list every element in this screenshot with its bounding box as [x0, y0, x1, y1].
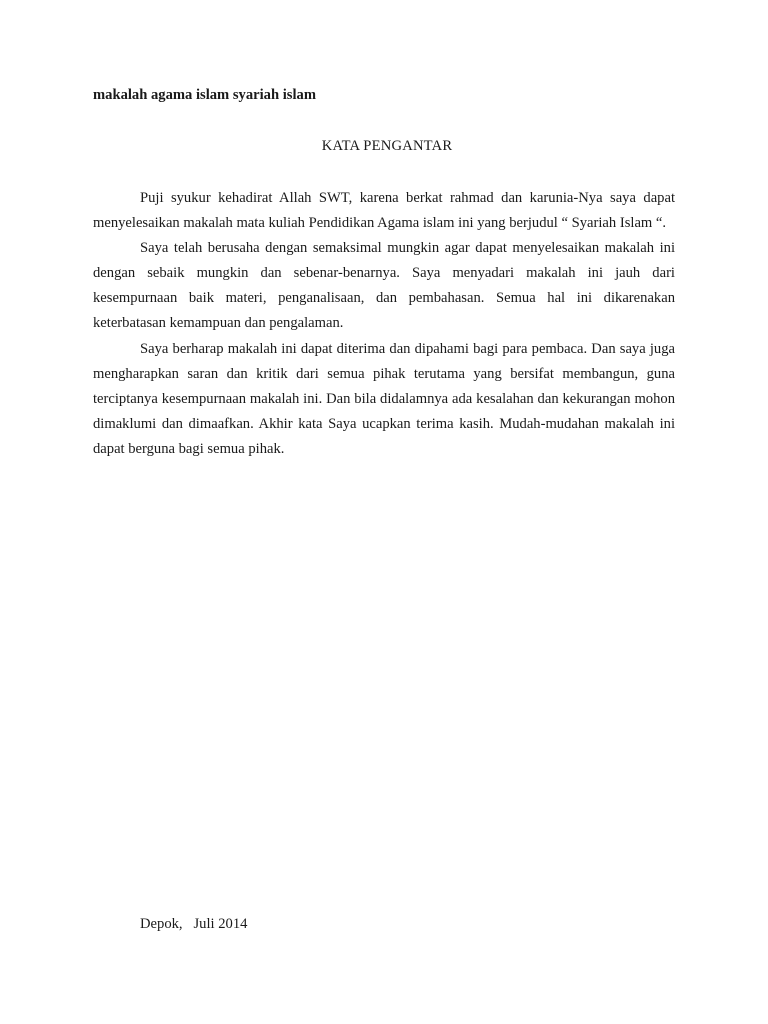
paragraph-2: Saya telah berusaha dengan semaksimal mungkin agar dapat menyelesaikan makalah ini dengan sebaik mungkin dan sebenar-benarnya. Saya menyadari makalah ini jauh dari kesempurnaan baik materi, penganalisaan, dan pembahasan. Semua hal ini dikarenakan keterbatasan kemampuan dan pengalaman.: [93, 240, 675, 332]
section-heading: KATA PENGANTAR: [321, 138, 453, 154]
paragraph-3: Saya berharap makalah ini dapat diterima dan dipahami bagi para pembaca. Dan saya juga mengharapkan saran dan kritik dari semua pihak terutama yang bersifat membangun, guna terciptanya kesempurnaan makalah ini. Dan bila didalamnya ada kesalahan dan kekurangan mohon dimaklumi dan dimaafkan. Akhir kata Saya ucapkan terima kasih. Mudah-mudahan makalah ini dapat berguna bagi semua pihak.: [93, 340, 675, 457]
place-date-signature: Depok, Juli 2014: [140, 916, 248, 932]
document-title: makalah agama islam syariah islam: [93, 87, 316, 103]
document-body: [93, 186, 675, 462]
paragraph-1: Puji syukur kehadirat Allah SWT, karena berkat rahmad dan karunia-Nya saya dapat menyelesaikan makalah mata kuliah Pendidikan Agama islam ini yang berjudul “ Syariah Islam “.: [93, 190, 675, 232]
